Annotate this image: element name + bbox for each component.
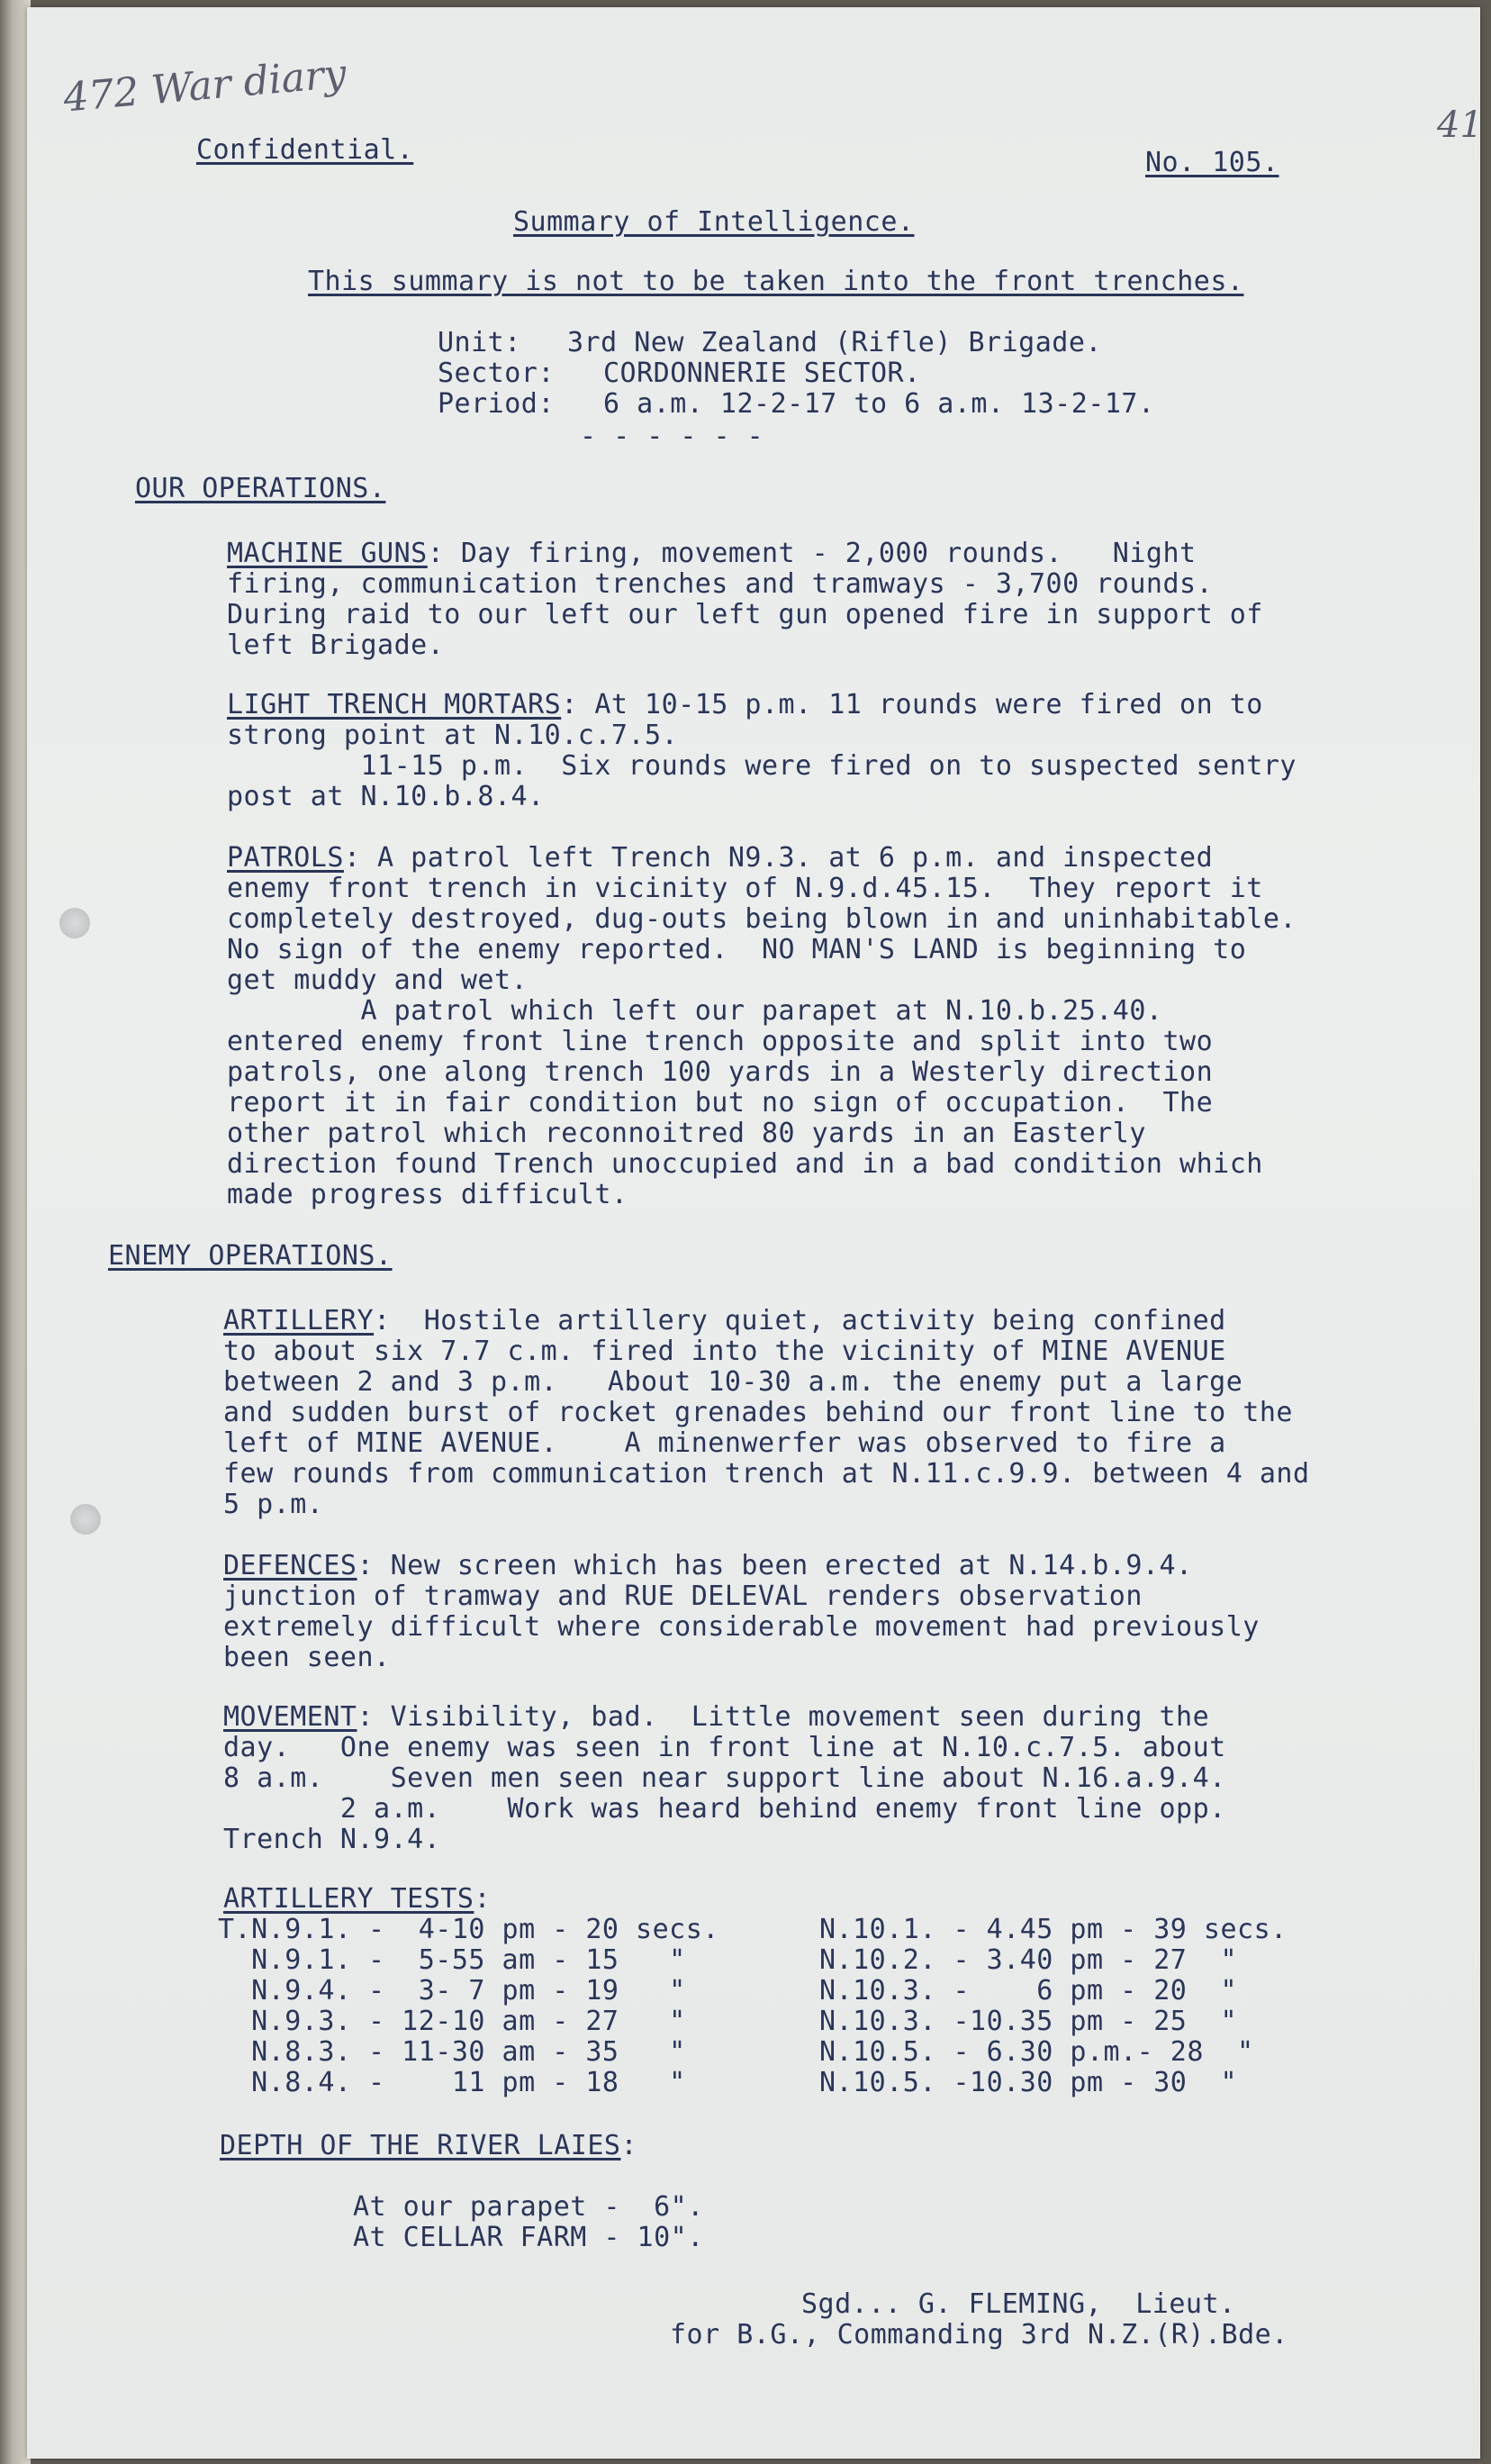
trench-mortars-line-1: LIGHT TRENCH MORTARS: At 10-15 p.m. 11 rounds were fired on to xyxy=(227,689,1263,720)
trench-mortars-label: LIGHT TRENCH MORTARS xyxy=(227,689,562,720)
artillery-test-row: N.9.3. - 12-10 am - 27 " xyxy=(218,2006,686,2037)
patrols-line-8: patrols, one along trench 100 yards in a Westerly direction xyxy=(227,1056,1214,1088)
artillery-line-1: ARTILLERY: Hostile artillery quiet, activity being confined xyxy=(223,1305,1226,1336)
document-page xyxy=(27,7,1483,2459)
river-depth-row: At our parapet - 6". xyxy=(353,2191,704,2223)
machine-guns-section xyxy=(227,539,1263,661)
river-depth-row: At CELLAR FARM - 10". xyxy=(353,2222,704,2253)
movement-line-5: Trench N.9.4. xyxy=(223,1824,441,1855)
artillery-test-row: N.10.3. -10.35 pm - 25 " xyxy=(819,2006,1238,2037)
period-label: Period: xyxy=(438,388,555,420)
movement-line-3: 8 a.m. Seven men seen near support line about N.16.a.9.4. xyxy=(223,1762,1226,1794)
river-depth-values xyxy=(353,2192,704,2253)
patrols-line-2: enemy front trench in vicinity of N.9.d.45.15. They report it xyxy=(227,873,1263,904)
defences-section xyxy=(223,1551,1260,1673)
signature-line: Sgd... G. FLEMING, Lieut. xyxy=(801,2288,1236,2320)
artillery-label: ARTILLERY xyxy=(223,1305,375,1336)
machine-guns-label: MACHINE GUNS xyxy=(227,538,428,569)
artillery-test-row: T.N.9.1. - 4-10 pm - 20 secs. xyxy=(218,1914,719,1945)
patrols-line-5: get muddy and wet. xyxy=(227,965,529,996)
page-number-handwritten: 41 xyxy=(1437,104,1483,146)
trench-mortars-line-3: 11-15 p.m. Six rounds were fired on to suspected sentry xyxy=(227,750,1297,782)
movement-line-1: MOVEMENT: Visibility, bad. Little movement seen during the xyxy=(223,1701,1210,1733)
artillery-tests-left-column xyxy=(218,1915,719,2098)
artillery-line-4: and sudden burst of rocket grenades behind our front line to the xyxy=(223,1397,1293,1428)
trench-mortars-line-4: post at N.10.b.8.4. xyxy=(227,781,545,812)
enemy-operations-heading: ENEMY OPERATIONS. xyxy=(108,1240,393,1272)
movement-line-2: day. One enemy was seen in front line at N.10.c.7.5. about xyxy=(223,1732,1226,1763)
artillery-line-6: few rounds from communication trench at N.11.c.9.9. between 4 and xyxy=(223,1458,1310,1490)
machine-guns-line-2: firing, communication trenches and tramways - 3,700 rounds. xyxy=(227,568,1214,600)
unit-label: Unit: xyxy=(438,327,521,358)
patrols-line-7: entered enemy front line trench opposite and split into two xyxy=(227,1026,1214,1057)
trench-mortars-line-2: strong point at N.10.c.7.5. xyxy=(227,720,679,751)
patrols-section xyxy=(227,843,1297,1210)
period-value: 6 a.m. 12-2-17 to 6 a.m. 13-2-17. xyxy=(603,388,1155,420)
sector-label: Sector: xyxy=(438,358,555,389)
artillery-line-3: between 2 and 3 p.m. About 10-30 a.m. the enemy put a large xyxy=(223,1366,1243,1398)
artillery-test-row: N.9.4. - 3- 7 pm - 19 " xyxy=(218,1975,686,2007)
artillery-test-row: N.9.1. - 5-55 am - 15 " xyxy=(218,1944,686,1976)
artillery-line-5: left of MINE AVENUE. A minenwerfer was observed to fire a xyxy=(223,1427,1226,1459)
artillery-test-row: N.8.3. - 11-30 am - 35 " xyxy=(218,2036,686,2068)
artillery-test-row: N.10.3. - 6 pm - 20 " xyxy=(819,1975,1238,2007)
signature-authority: for B.G., Commanding 3rd N.Z.(R).Bde. xyxy=(670,2319,1288,2351)
patrols-line-3: completely destroyed, dug-outs being blown in and uninhabitable. xyxy=(227,903,1297,935)
patrols-line-4: No sign of the enemy reported. NO MAN'S LAND is beginning to xyxy=(227,934,1247,965)
punch-hole xyxy=(70,1504,101,1535)
machine-guns-line-4: left Brigade. xyxy=(227,630,445,661)
document-number: No. 105. xyxy=(1145,147,1279,178)
document-title: Summary of Intelligence. xyxy=(513,206,915,238)
artillery-tests-heading: ARTILLERY TESTS: xyxy=(223,1883,491,1915)
artillery-tests-label: ARTILLERY TESTS xyxy=(223,1883,474,1915)
patrols-line-12: made progress difficult. xyxy=(227,1179,628,1210)
artillery-test-row: N.8.4. - 11 pm - 18 " xyxy=(218,2067,686,2098)
confidential-label: Confidential. xyxy=(196,134,414,166)
defences-line-1: DEFENCES: New screen which has been erected at N.14.b.9.4. xyxy=(223,1550,1193,1581)
notice-line: This summary is not to be taken into the front trenches. xyxy=(308,266,1244,297)
our-operations-heading: OUR OPERATIONS. xyxy=(135,473,386,504)
artillery-tests-right-column xyxy=(819,1915,1288,2098)
patrols-line-11: direction found Trench unoccupied and in a bad condition which xyxy=(227,1148,1263,1180)
movement-section xyxy=(223,1702,1226,1855)
separator-rule: - - - - - - xyxy=(580,421,764,452)
patrols-line-9: report it in fair condition but no sign of occupation. The xyxy=(227,1087,1214,1119)
patrols-line-6: A patrol which left our parapet at N.10.b.25.40. xyxy=(227,995,1163,1027)
handwritten-note: 472 War diary xyxy=(61,50,348,122)
patrols-line-10: other patrol which reconnoitred 80 yards in an Easterly xyxy=(227,1118,1146,1149)
river-depth-label: DEPTH OF THE RIVER LAIES xyxy=(220,2130,621,2161)
defences-line-2: junction of tramway and RUE DELEVAL renders observation xyxy=(223,1581,1143,1612)
artillery-test-row: N.10.5. - 6.30 p.m.- 28 " xyxy=(819,2036,1254,2068)
patrols-label: PATROLS xyxy=(227,842,344,874)
binder-edge xyxy=(0,0,31,2464)
artillery-test-row: N.10.2. - 3.40 pm - 27 " xyxy=(819,1944,1238,1976)
artillery-test-row: N.10.5. -10.30 pm - 30 " xyxy=(819,2067,1238,2098)
machine-guns-line-3: During raid to our left our left gun opened fire in support of xyxy=(227,599,1263,630)
artillery-line-7: 5 p.m. xyxy=(223,1489,324,1520)
defences-line-4: been seen. xyxy=(223,1642,391,1673)
machine-guns-line-1: MACHINE GUNS: Day firing, movement - 2,000 rounds. Night xyxy=(227,538,1197,569)
patrols-line-1: PATROLS: A patrol left Trench N9.3. at 6 p.m. and inspected xyxy=(227,842,1214,874)
punch-hole xyxy=(59,908,90,938)
artillery-test-row: N.10.1. - 4.45 pm - 39 secs. xyxy=(819,1914,1288,1945)
defences-line-3: extremely difficult where considerable movement had previously xyxy=(223,1611,1260,1643)
defences-label: DEFENCES xyxy=(223,1550,357,1581)
artillery-section xyxy=(223,1306,1310,1520)
artillery-line-2: to about six 7.7 c.m. fired into the vicinity of MINE AVENUE xyxy=(223,1336,1226,1367)
movement-line-4: 2 a.m. Work was heard behind enemy front line opp. xyxy=(223,1793,1226,1825)
sector-value: CORDONNERIE SECTOR. xyxy=(603,358,921,389)
movement-label: MOVEMENT xyxy=(223,1701,357,1733)
river-depth-heading: DEPTH OF THE RIVER LAIES: xyxy=(220,2130,638,2161)
trench-mortars-section xyxy=(227,690,1297,812)
unit-value: 3rd New Zealand (Rifle) Brigade. xyxy=(567,327,1102,358)
